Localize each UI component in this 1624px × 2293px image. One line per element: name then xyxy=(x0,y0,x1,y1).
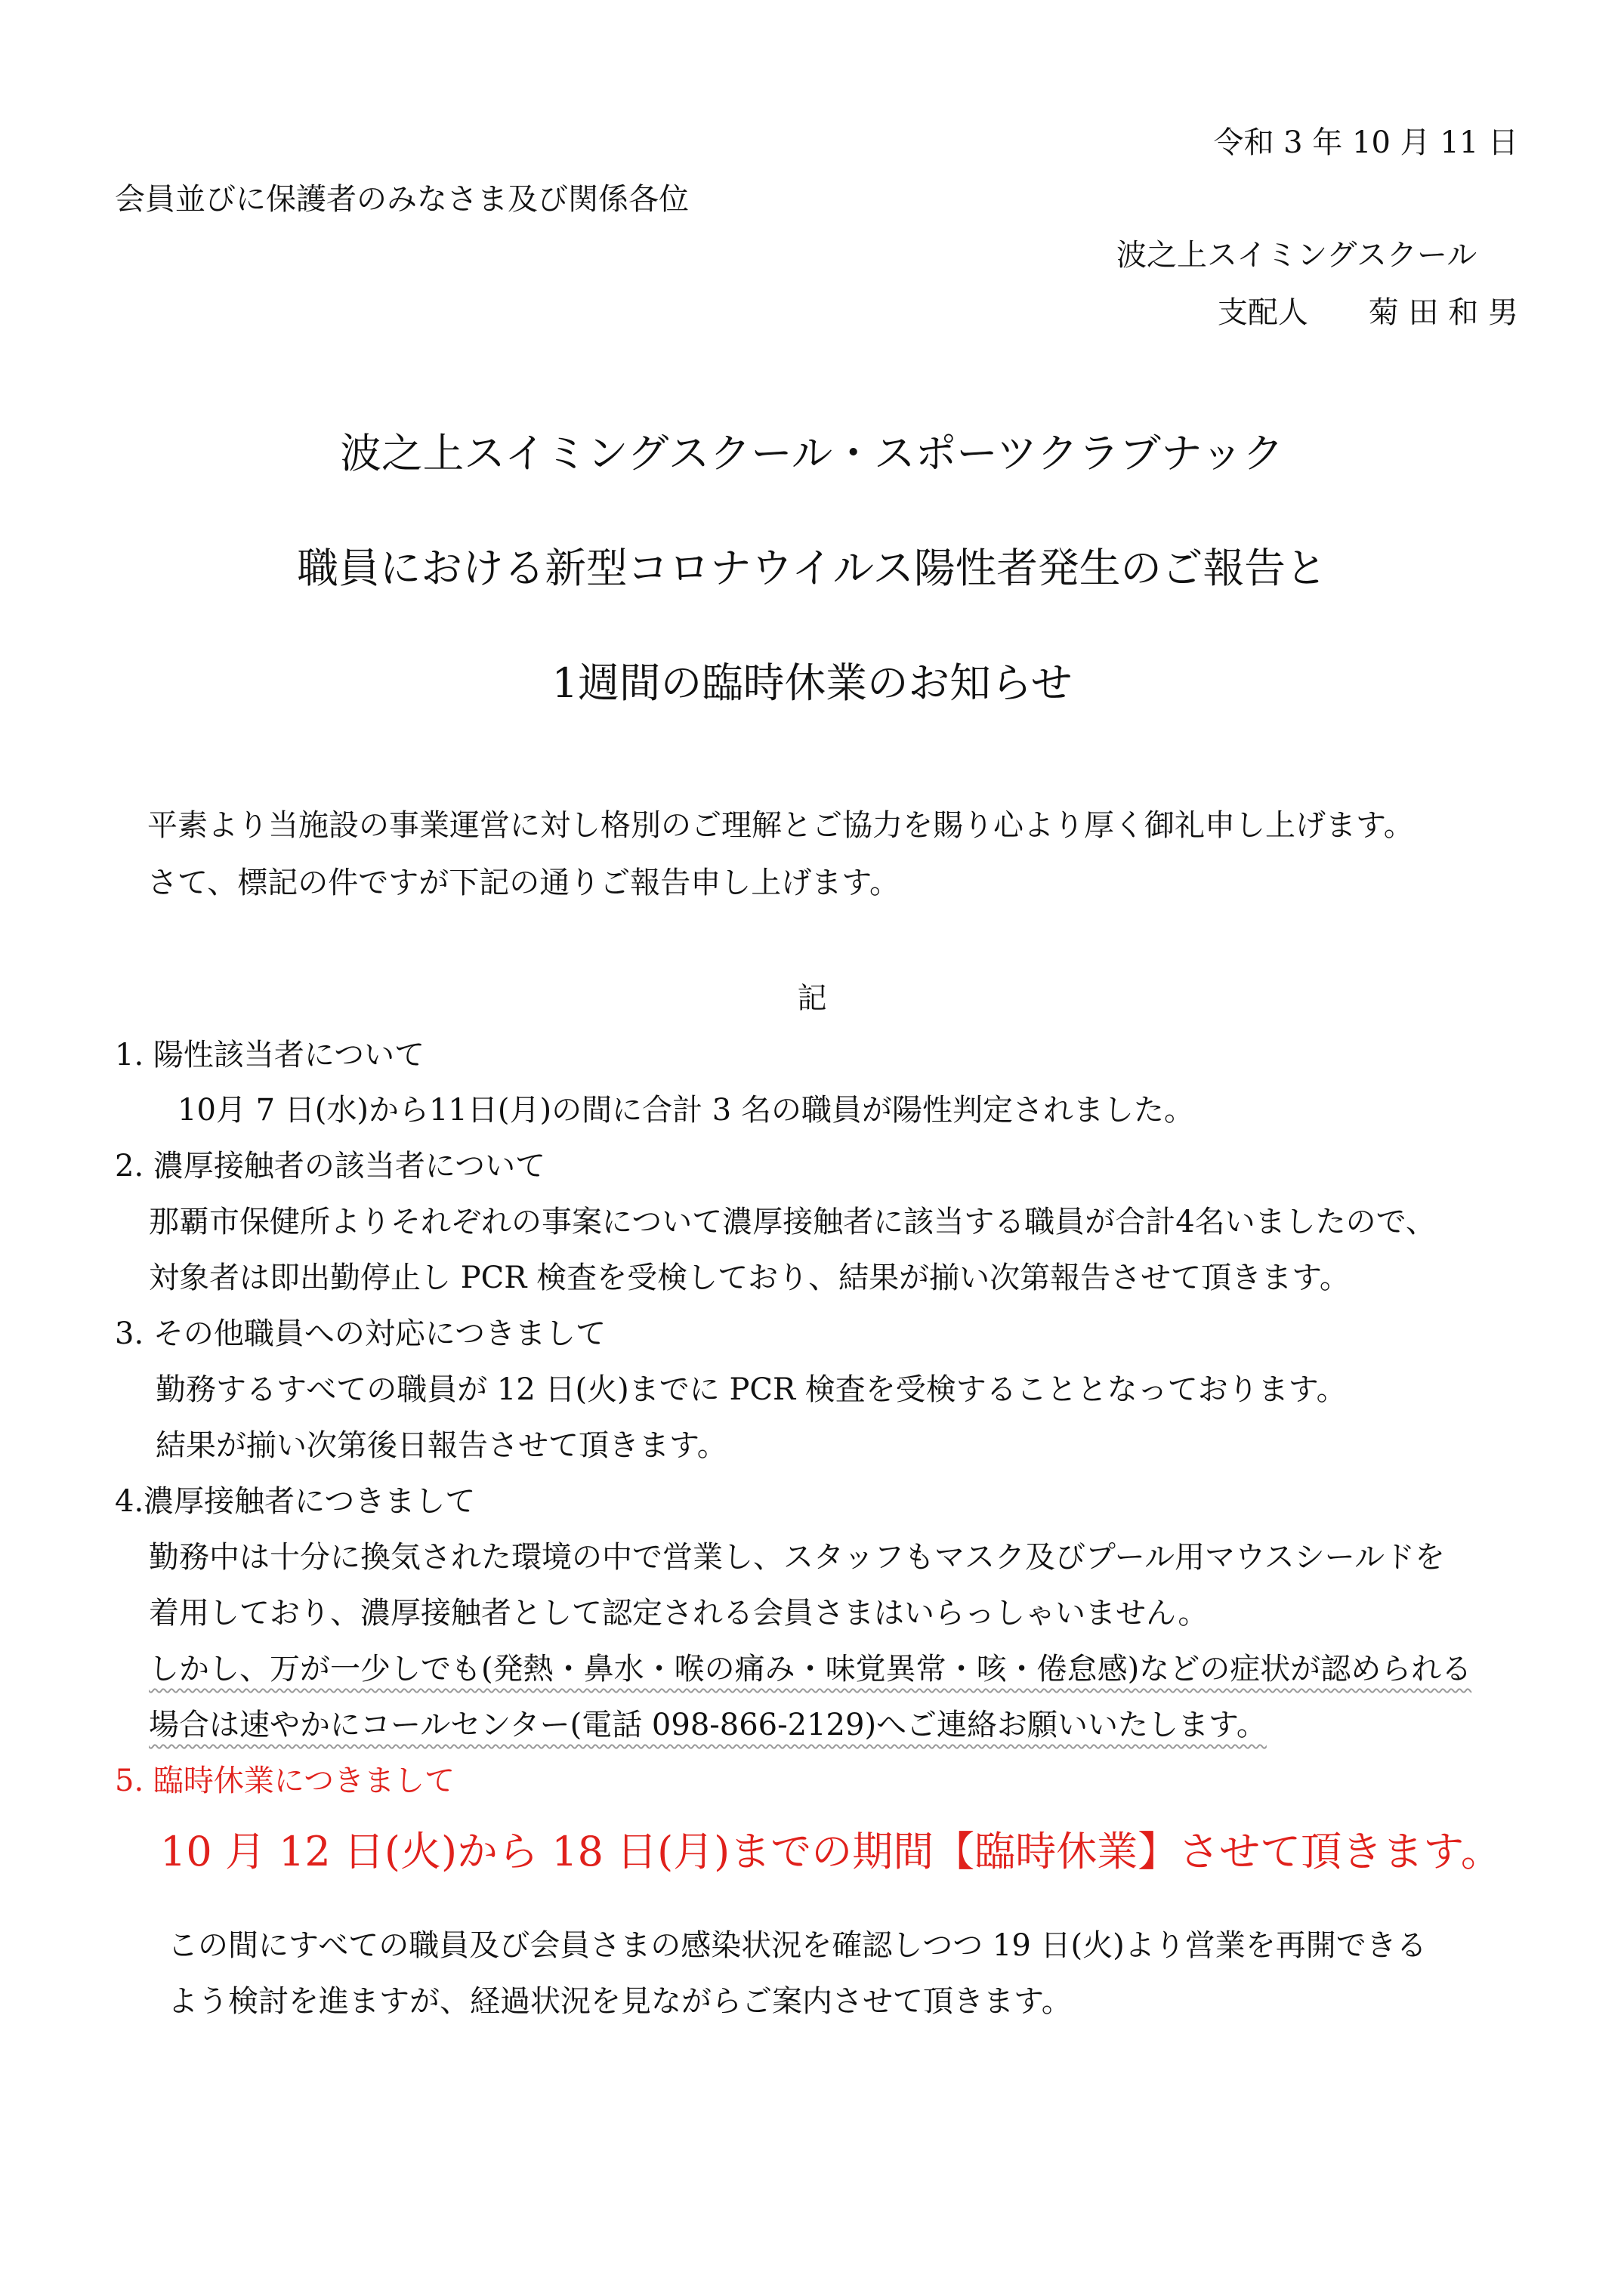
document-date: 令和 3 年 10 月 11 日 xyxy=(1213,125,1518,160)
ki-marker: 記 xyxy=(797,982,827,1016)
section-3-line-1: 勤務するすべての職員が 12 日(火)までに PCR 検査を受検することとなっております。 xyxy=(156,1372,1347,1407)
section-4-heading: 4.濃厚接触者につきまして xyxy=(115,1484,476,1519)
title-line-2: 職員における新型コロナウイルス陽性者発生のご報告と xyxy=(297,544,1327,592)
closure-notice: 10 月 12 日(火)から 18 日(月)までの期間【臨時休業】させて頂きます。 xyxy=(160,1828,1502,1875)
section-1-line-1: 10月 7 日(水)から11日(月)の間に合計 3 名の職員が陽性判定されました。 xyxy=(178,1093,1194,1128)
section-3-heading: 3. その他職員への対応につきまして xyxy=(115,1316,607,1351)
addressee: 会員並びに保護者のみなさま及び関係各位 xyxy=(115,182,689,217)
section-3-line-2: 結果が揃い次第後日報告させて頂きます。 xyxy=(156,1428,727,1463)
title-line-3: 1週間の臨時休業のお知らせ xyxy=(551,659,1073,707)
sender-person: 支配人 菊 田 和 男 xyxy=(1217,295,1518,330)
section-1-heading: 1. 陽性該当者について xyxy=(115,1038,425,1072)
section-5-heading: 5. 臨時休業につきまして xyxy=(115,1764,455,1798)
section-2-heading: 2. 濃厚接触者の該当者について xyxy=(115,1149,546,1184)
title-line-1: 波之上スイミングスクール・スポーツクラブナック xyxy=(340,429,1284,477)
section-4-line-2: 着用しており、濃厚接触者として認定される会員さまはいらっしゃいません。 xyxy=(149,1596,1209,1631)
section-4-line-1: 勤務中は十分に換気された環境の中で営業し、スタッフもマスク及びプール用マウスシールドを xyxy=(149,1540,1445,1575)
intro-line-2: さて、標記の件ですが下記の通りご報告申し上げます。 xyxy=(147,866,900,900)
section-2-line-2: 対象者は即出勤停止し PCR 検査を受検しており、結果が揃い次第報告させて頂きます。 xyxy=(149,1261,1350,1295)
section-5-line-2: よう検討を進ますが、経過状況を見ながらご案内させて頂きます。 xyxy=(168,1984,1072,2019)
section-4-line-3: しかし、万が一少しでも(発熱・鼻水・喉の痛み・味覚異常・咳・倦怠感)などの症状が認められる xyxy=(149,1652,1472,1687)
intro-line-1: 平素より当施設の事業運営に対し格別のご理解とご協力を賜り心より厚く御礼申し上げます。 xyxy=(147,808,1414,843)
sender-organization: 波之上スイミングスクール xyxy=(1116,238,1477,273)
section-5-line-1: この間にすべての職員及び会員さまの感染状況を確認しつつ 19 日(火)より営業を再開できる xyxy=(168,1928,1427,1963)
section-4-line-4: 場合は速やかにコールセンター(電話 098-866-2129)へご連絡お願いいたします。 xyxy=(149,1708,1267,1742)
section-2-line-1: 那覇市保健所よりそれぞれの事案について濃厚接触者に該当する職員が合計4名いましたので、 xyxy=(149,1205,1436,1239)
